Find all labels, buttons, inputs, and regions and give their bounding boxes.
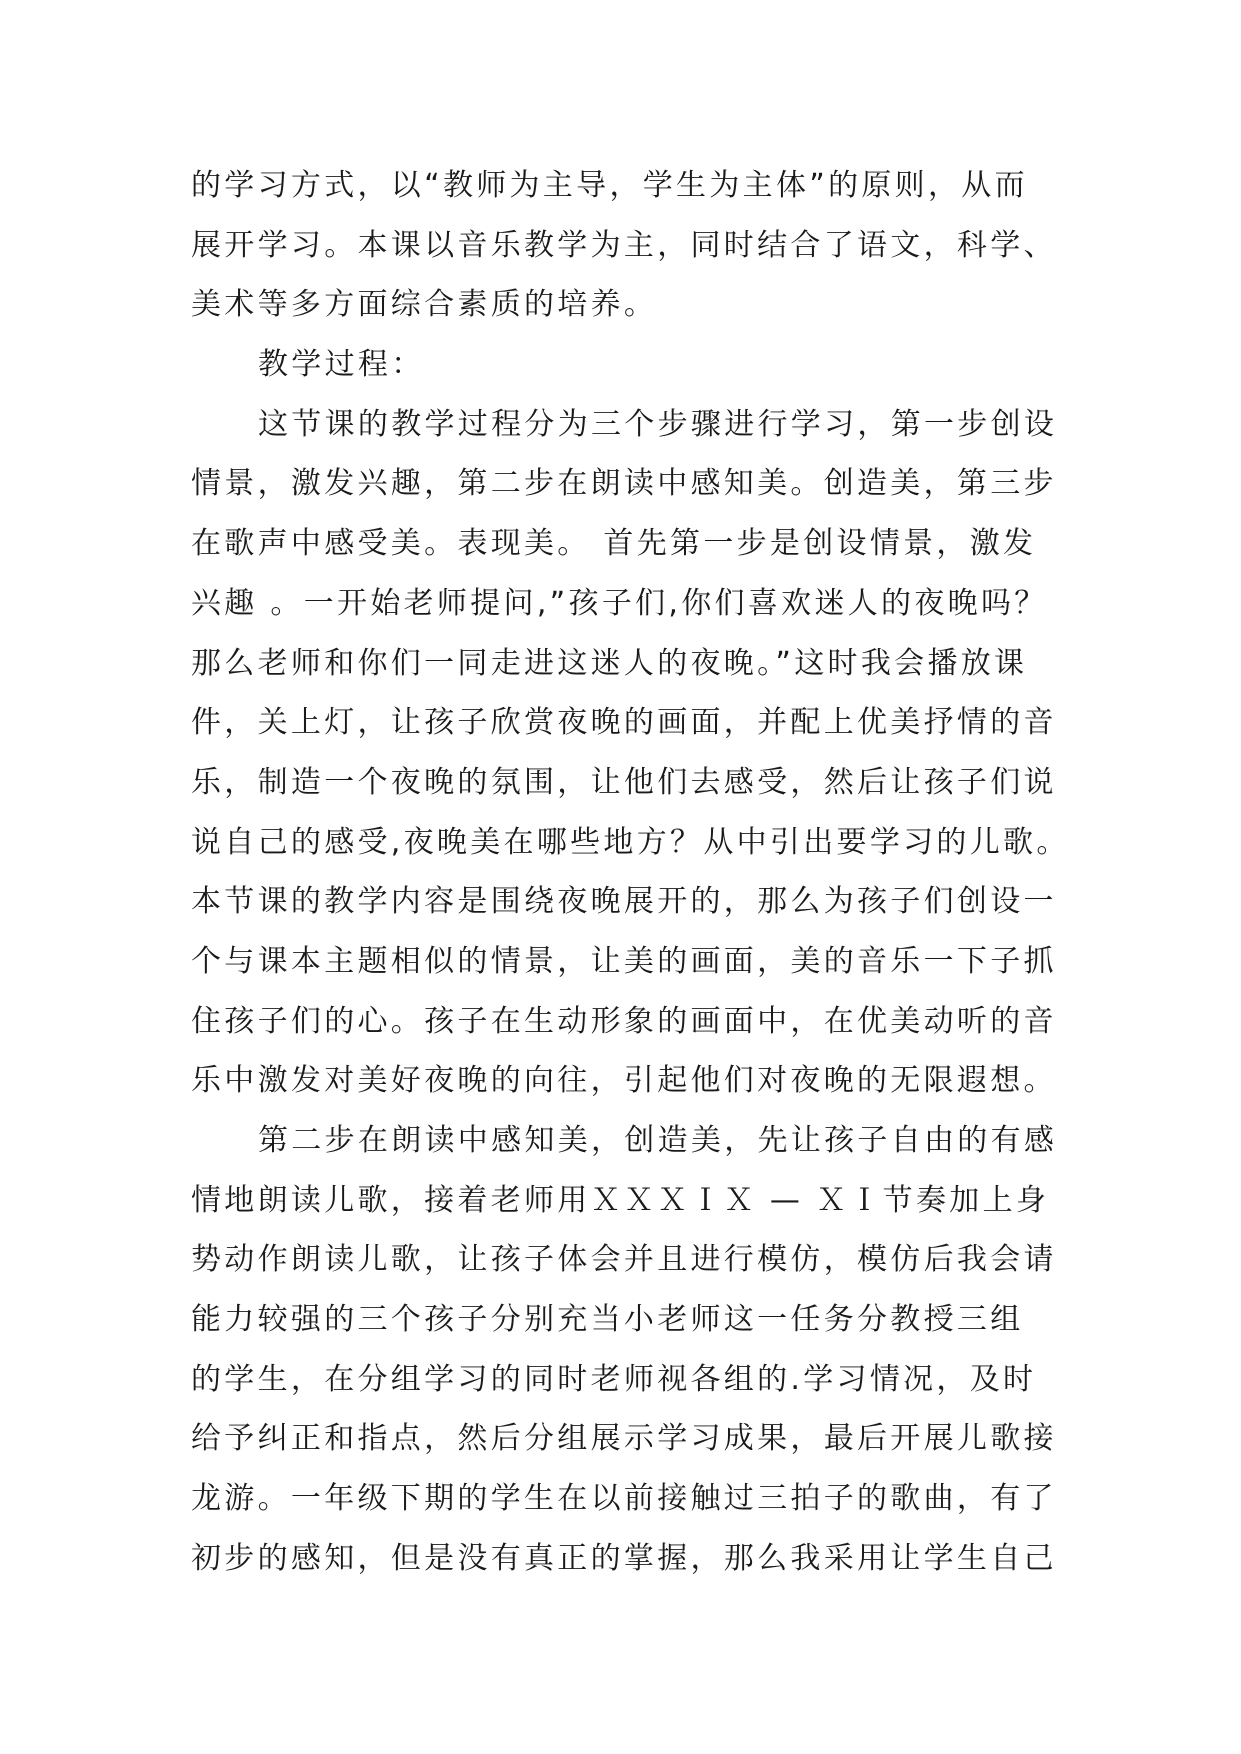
text-line: 的学习方式，以“教师为主导，学生为主体”的原则，从而 (191, 168, 1028, 203)
text-line: 在歌声中感受美。表现美。 首先第一步是创设情景，激发 (191, 526, 1037, 562)
text-line: 乐，制造一个夜晚的氛围，让他们去感受，然后让孩子们说 (191, 764, 1057, 800)
text-line: 势动作朗读儿歌，让孩子体会并且进行模仿，模仿后我会请 (191, 1242, 1057, 1278)
text-line: 能力较强的三个孩子分别充当小老师这一任务分教授三组 (191, 1302, 1024, 1338)
text-line: 那么老师和你们一同走进这迷人的夜晚。”这时我会播放课 (191, 645, 1028, 681)
text-line: 情景，激发兴趣，第二步在朗读中感知美。创造美，第三步 (191, 466, 1057, 502)
section-heading: 教学过程： (258, 347, 425, 383)
text-line: 住孩子们的心。孩子在生动形象的画面中，在优美动听的音 (191, 1003, 1057, 1039)
text-line: 本节课的教学内容是围绕夜晚展开的，那么为孩子们创设一 (191, 884, 1057, 920)
text-line: 这节课的教学过程分为三个步骤进行学习，第一步创设 (258, 406, 1058, 442)
text-line: 乐中激发对美好夜晚的向往，引起他们对夜晚的无限遐想。 (191, 1063, 1057, 1099)
text-line: 美术等多方面综合素质的培养。 (191, 287, 658, 323)
text-line: 第二步在朗读中感知美，创造美，先让孩子自由的有感 (258, 1123, 1058, 1158)
text-line: 初步的感知，但是没有真正的掌握，那么我采用让学生自己 (191, 1540, 1057, 1576)
text-line: 个与课本主题相似的情景，让美的画面，美的音乐一下子抓 (191, 943, 1057, 979)
text-line: 展开学习。本课以音乐教学为主，同时结合了语文，科学、 (191, 227, 1057, 263)
text-line: 龙游。一年级下期的学生在以前接触过三拍子的歌曲，有了 (191, 1481, 1057, 1517)
text-line: 件，关上灯，让孩子欣赏夜晚的画面，并配上优美抒情的音 (191, 705, 1057, 741)
body-text (191, 156, 1201, 1589)
text-line: 的学生，在分组学习的同时老师视各组的.学习情况，及时 (191, 1361, 1037, 1397)
text-line: 情地朗读儿歌，接着老师用ＸＸＸＩＸ — ＸＩ节奏加上身 (191, 1182, 1050, 1218)
text-line: 给予纠正和指点，然后分组展示学习成果，最后开展儿歌接 (191, 1421, 1057, 1457)
text-line: 说自己的感受,夜晚美在哪些地方？从中引出要学习的儿歌。 (191, 824, 1070, 860)
text-line: 兴趣 。一开始老师提问,”孩子们,你们喜欢迷人的夜晚吗？ (191, 585, 1048, 621)
